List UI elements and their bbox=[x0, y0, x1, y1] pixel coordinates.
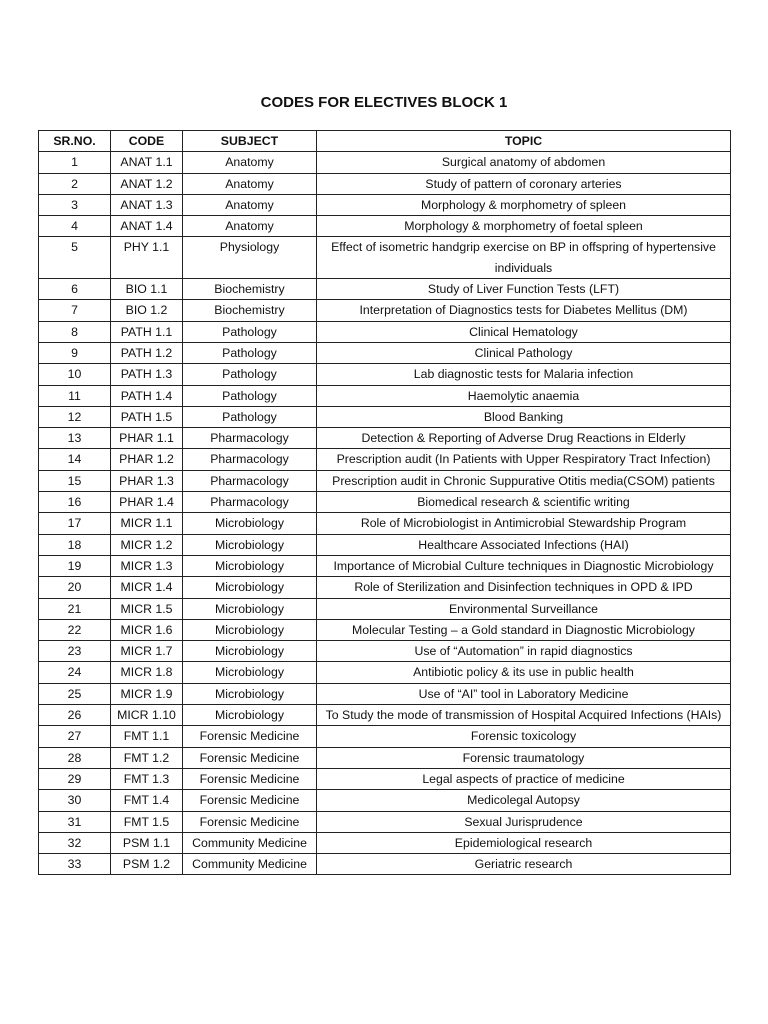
cell-subject: Microbiology bbox=[183, 705, 317, 726]
table-header-row bbox=[39, 131, 731, 152]
cell-sr-no: 11 bbox=[39, 385, 111, 406]
cell-sr-no: 19 bbox=[39, 555, 111, 576]
cell-topic: Epidemiological research bbox=[317, 832, 731, 853]
cell-subject: Pathology bbox=[183, 321, 317, 342]
cell-code: MICR 1.10 bbox=[111, 705, 183, 726]
cell-subject: Microbiology bbox=[183, 641, 317, 662]
cell-topic: Morphology & morphometry of foetal spleen bbox=[317, 216, 731, 237]
cell-topic: Blood Banking bbox=[317, 406, 731, 427]
table-row bbox=[39, 470, 731, 491]
cell-subject: Community Medicine bbox=[183, 832, 317, 853]
cell-topic: Prescription audit (In Patients with Upper Respiratory Tract Infection) bbox=[317, 449, 731, 470]
cell-sr-no: 17 bbox=[39, 513, 111, 534]
cell-sr-no: 31 bbox=[39, 811, 111, 832]
cell-topic: Haemolytic anaemia bbox=[317, 385, 731, 406]
cell-code: PHAR 1.1 bbox=[111, 428, 183, 449]
cell-subject: Physiology bbox=[183, 237, 317, 279]
cell-subject: Microbiology bbox=[183, 619, 317, 640]
table-row bbox=[39, 577, 731, 598]
table-row bbox=[39, 300, 731, 321]
cell-subject: Microbiology bbox=[183, 577, 317, 598]
table-row bbox=[39, 662, 731, 683]
cell-topic: Prescription audit in Chronic Suppurative Otitis media(CSOM) patients bbox=[317, 470, 731, 491]
cell-subject: Anatomy bbox=[183, 216, 317, 237]
cell-sr-no: 23 bbox=[39, 641, 111, 662]
cell-sr-no: 27 bbox=[39, 726, 111, 747]
table-row bbox=[39, 726, 731, 747]
cell-sr-no: 20 bbox=[39, 577, 111, 598]
cell-topic: Geriatric research bbox=[317, 854, 731, 875]
table-row bbox=[39, 321, 731, 342]
cell-code: FMT 1.5 bbox=[111, 811, 183, 832]
cell-topic: Effect of isometric handgrip exercise on BP in offspring of hypertensive individuals bbox=[317, 237, 731, 279]
cell-topic: Lab diagnostic tests for Malaria infection bbox=[317, 364, 731, 385]
cell-sr-no: 26 bbox=[39, 705, 111, 726]
cell-subject: Microbiology bbox=[183, 598, 317, 619]
cell-code: MICR 1.1 bbox=[111, 513, 183, 534]
cell-code: PHY 1.1 bbox=[111, 237, 183, 279]
cell-code: FMT 1.1 bbox=[111, 726, 183, 747]
table-row bbox=[39, 705, 731, 726]
cell-subject: Forensic Medicine bbox=[183, 726, 317, 747]
header-code: CODE bbox=[111, 131, 183, 152]
table-row bbox=[39, 598, 731, 619]
table-row bbox=[39, 216, 731, 237]
cell-topic: Role of Sterilization and Disinfection techniques in OPD & IPD bbox=[317, 577, 731, 598]
cell-code: MICR 1.9 bbox=[111, 683, 183, 704]
cell-code: FMT 1.2 bbox=[111, 747, 183, 768]
cell-sr-no: 2 bbox=[39, 173, 111, 194]
table-row bbox=[39, 683, 731, 704]
cell-topic: Clinical Hematology bbox=[317, 321, 731, 342]
cell-sr-no: 7 bbox=[39, 300, 111, 321]
cell-code: PSM 1.1 bbox=[111, 832, 183, 853]
cell-subject: Microbiology bbox=[183, 662, 317, 683]
cell-topic: Study of Liver Function Tests (LFT) bbox=[317, 279, 731, 300]
cell-topic: Role of Microbiologist in Antimicrobial Stewardship Program bbox=[317, 513, 731, 534]
cell-sr-no: 32 bbox=[39, 832, 111, 853]
header-sr-no: SR.NO. bbox=[39, 131, 111, 152]
cell-topic: Molecular Testing – a Gold standard in Diagnostic Microbiology bbox=[317, 619, 731, 640]
table-row bbox=[39, 194, 731, 215]
cell-code: MICR 1.7 bbox=[111, 641, 183, 662]
table-row bbox=[39, 832, 731, 853]
table-row bbox=[39, 513, 731, 534]
cell-code: ANAT 1.3 bbox=[111, 194, 183, 215]
cell-code: MICR 1.2 bbox=[111, 534, 183, 555]
cell-sr-no: 21 bbox=[39, 598, 111, 619]
cell-sr-no: 29 bbox=[39, 768, 111, 789]
cell-subject: Forensic Medicine bbox=[183, 811, 317, 832]
cell-subject: Forensic Medicine bbox=[183, 768, 317, 789]
cell-code: PHAR 1.4 bbox=[111, 492, 183, 513]
table-row bbox=[39, 854, 731, 875]
table-row bbox=[39, 492, 731, 513]
cell-sr-no: 24 bbox=[39, 662, 111, 683]
cell-subject: Microbiology bbox=[183, 555, 317, 576]
cell-sr-no: 13 bbox=[39, 428, 111, 449]
cell-topic: Detection & Reporting of Adverse Drug Reactions in Elderly bbox=[317, 428, 731, 449]
cell-topic: Healthcare Associated Infections (HAI) bbox=[317, 534, 731, 555]
cell-topic: Surgical anatomy of abdomen bbox=[317, 152, 731, 173]
cell-code: MICR 1.4 bbox=[111, 577, 183, 598]
cell-code: BIO 1.1 bbox=[111, 279, 183, 300]
cell-subject: Pathology bbox=[183, 406, 317, 427]
table-row bbox=[39, 534, 731, 555]
cell-topic: Biomedical research & scientific writing bbox=[317, 492, 731, 513]
cell-subject: Biochemistry bbox=[183, 279, 317, 300]
electives-table bbox=[38, 130, 731, 875]
cell-topic: Environmental Surveillance bbox=[317, 598, 731, 619]
cell-sr-no: 25 bbox=[39, 683, 111, 704]
cell-code: PHAR 1.3 bbox=[111, 470, 183, 491]
cell-code: PATH 1.3 bbox=[111, 364, 183, 385]
table-row bbox=[39, 428, 731, 449]
cell-subject: Forensic Medicine bbox=[183, 790, 317, 811]
cell-code: PATH 1.5 bbox=[111, 406, 183, 427]
cell-subject: Pharmacology bbox=[183, 492, 317, 513]
cell-topic: Sexual Jurisprudence bbox=[317, 811, 731, 832]
cell-code: PHAR 1.2 bbox=[111, 449, 183, 470]
cell-sr-no: 22 bbox=[39, 619, 111, 640]
cell-topic: Medicolegal Autopsy bbox=[317, 790, 731, 811]
cell-sr-no: 4 bbox=[39, 216, 111, 237]
cell-topic: Forensic traumatology bbox=[317, 747, 731, 768]
cell-topic: Antibiotic policy & its use in public health bbox=[317, 662, 731, 683]
table-row bbox=[39, 385, 731, 406]
table-row bbox=[39, 173, 731, 194]
cell-sr-no: 30 bbox=[39, 790, 111, 811]
cell-code: MICR 1.5 bbox=[111, 598, 183, 619]
cell-topic: To Study the mode of transmission of Hospital Acquired Infections (HAIs) bbox=[317, 705, 731, 726]
table-row bbox=[39, 279, 731, 300]
cell-topic: Forensic toxicology bbox=[317, 726, 731, 747]
cell-subject: Forensic Medicine bbox=[183, 747, 317, 768]
cell-subject: Pathology bbox=[183, 342, 317, 363]
cell-code: FMT 1.4 bbox=[111, 790, 183, 811]
page-title: CODES FOR ELECTIVES BLOCK 1 bbox=[260, 94, 508, 111]
cell-topic: Study of pattern of coronary arteries bbox=[317, 173, 731, 194]
cell-code: ANAT 1.1 bbox=[111, 152, 183, 173]
table-body bbox=[39, 152, 731, 875]
cell-sr-no: 1 bbox=[39, 152, 111, 173]
cell-topic: Clinical Pathology bbox=[317, 342, 731, 363]
table-row bbox=[39, 619, 731, 640]
cell-sr-no: 9 bbox=[39, 342, 111, 363]
cell-topic: Importance of Microbial Culture techniques in Diagnostic Microbiology bbox=[317, 555, 731, 576]
cell-subject: Community Medicine bbox=[183, 854, 317, 875]
table-row bbox=[39, 342, 731, 363]
cell-code: PATH 1.2 bbox=[111, 342, 183, 363]
cell-topic: Morphology & morphometry of spleen bbox=[317, 194, 731, 215]
cell-topic: Use of “AI” tool in Laboratory Medicine bbox=[317, 683, 731, 704]
cell-sr-no: 5 bbox=[39, 237, 111, 279]
cell-subject: Microbiology bbox=[183, 534, 317, 555]
cell-code: FMT 1.3 bbox=[111, 768, 183, 789]
cell-sr-no: 18 bbox=[39, 534, 111, 555]
cell-sr-no: 8 bbox=[39, 321, 111, 342]
cell-code: MICR 1.3 bbox=[111, 555, 183, 576]
table-row bbox=[39, 237, 731, 279]
table-row bbox=[39, 152, 731, 173]
table-row bbox=[39, 747, 731, 768]
table-row bbox=[39, 768, 731, 789]
header-topic: TOPIC bbox=[317, 131, 731, 152]
cell-subject: Anatomy bbox=[183, 152, 317, 173]
cell-topic: Legal aspects of practice of medicine bbox=[317, 768, 731, 789]
cell-subject: Anatomy bbox=[183, 173, 317, 194]
cell-sr-no: 16 bbox=[39, 492, 111, 513]
cell-topic: Use of “Automation” in rapid diagnostics bbox=[317, 641, 731, 662]
cell-subject: Microbiology bbox=[183, 683, 317, 704]
cell-sr-no: 12 bbox=[39, 406, 111, 427]
cell-sr-no: 10 bbox=[39, 364, 111, 385]
cell-sr-no: 33 bbox=[39, 854, 111, 875]
cell-code: PATH 1.1 bbox=[111, 321, 183, 342]
cell-code: PSM 1.2 bbox=[111, 854, 183, 875]
cell-sr-no: 6 bbox=[39, 279, 111, 300]
cell-subject: Pathology bbox=[183, 364, 317, 385]
cell-sr-no: 15 bbox=[39, 470, 111, 491]
table-row bbox=[39, 406, 731, 427]
table-row bbox=[39, 555, 731, 576]
table-row bbox=[39, 449, 731, 470]
cell-code: ANAT 1.4 bbox=[111, 216, 183, 237]
table-row bbox=[39, 641, 731, 662]
cell-subject: Microbiology bbox=[183, 513, 317, 534]
cell-code: MICR 1.8 bbox=[111, 662, 183, 683]
cell-code: MICR 1.6 bbox=[111, 619, 183, 640]
cell-subject: Anatomy bbox=[183, 194, 317, 215]
cell-subject: Pharmacology bbox=[183, 449, 317, 470]
cell-code: BIO 1.2 bbox=[111, 300, 183, 321]
cell-subject: Pharmacology bbox=[183, 428, 317, 449]
cell-sr-no: 3 bbox=[39, 194, 111, 215]
table-row bbox=[39, 364, 731, 385]
cell-sr-no: 28 bbox=[39, 747, 111, 768]
header-subject: SUBJECT bbox=[183, 131, 317, 152]
cell-code: PATH 1.4 bbox=[111, 385, 183, 406]
cell-sr-no: 14 bbox=[39, 449, 111, 470]
cell-topic: Interpretation of Diagnostics tests for Diabetes Mellitus (DM) bbox=[317, 300, 731, 321]
cell-subject: Pharmacology bbox=[183, 470, 317, 491]
cell-subject: Pathology bbox=[183, 385, 317, 406]
cell-code: ANAT 1.2 bbox=[111, 173, 183, 194]
table-row bbox=[39, 790, 731, 811]
table-row bbox=[39, 811, 731, 832]
cell-subject: Biochemistry bbox=[183, 300, 317, 321]
